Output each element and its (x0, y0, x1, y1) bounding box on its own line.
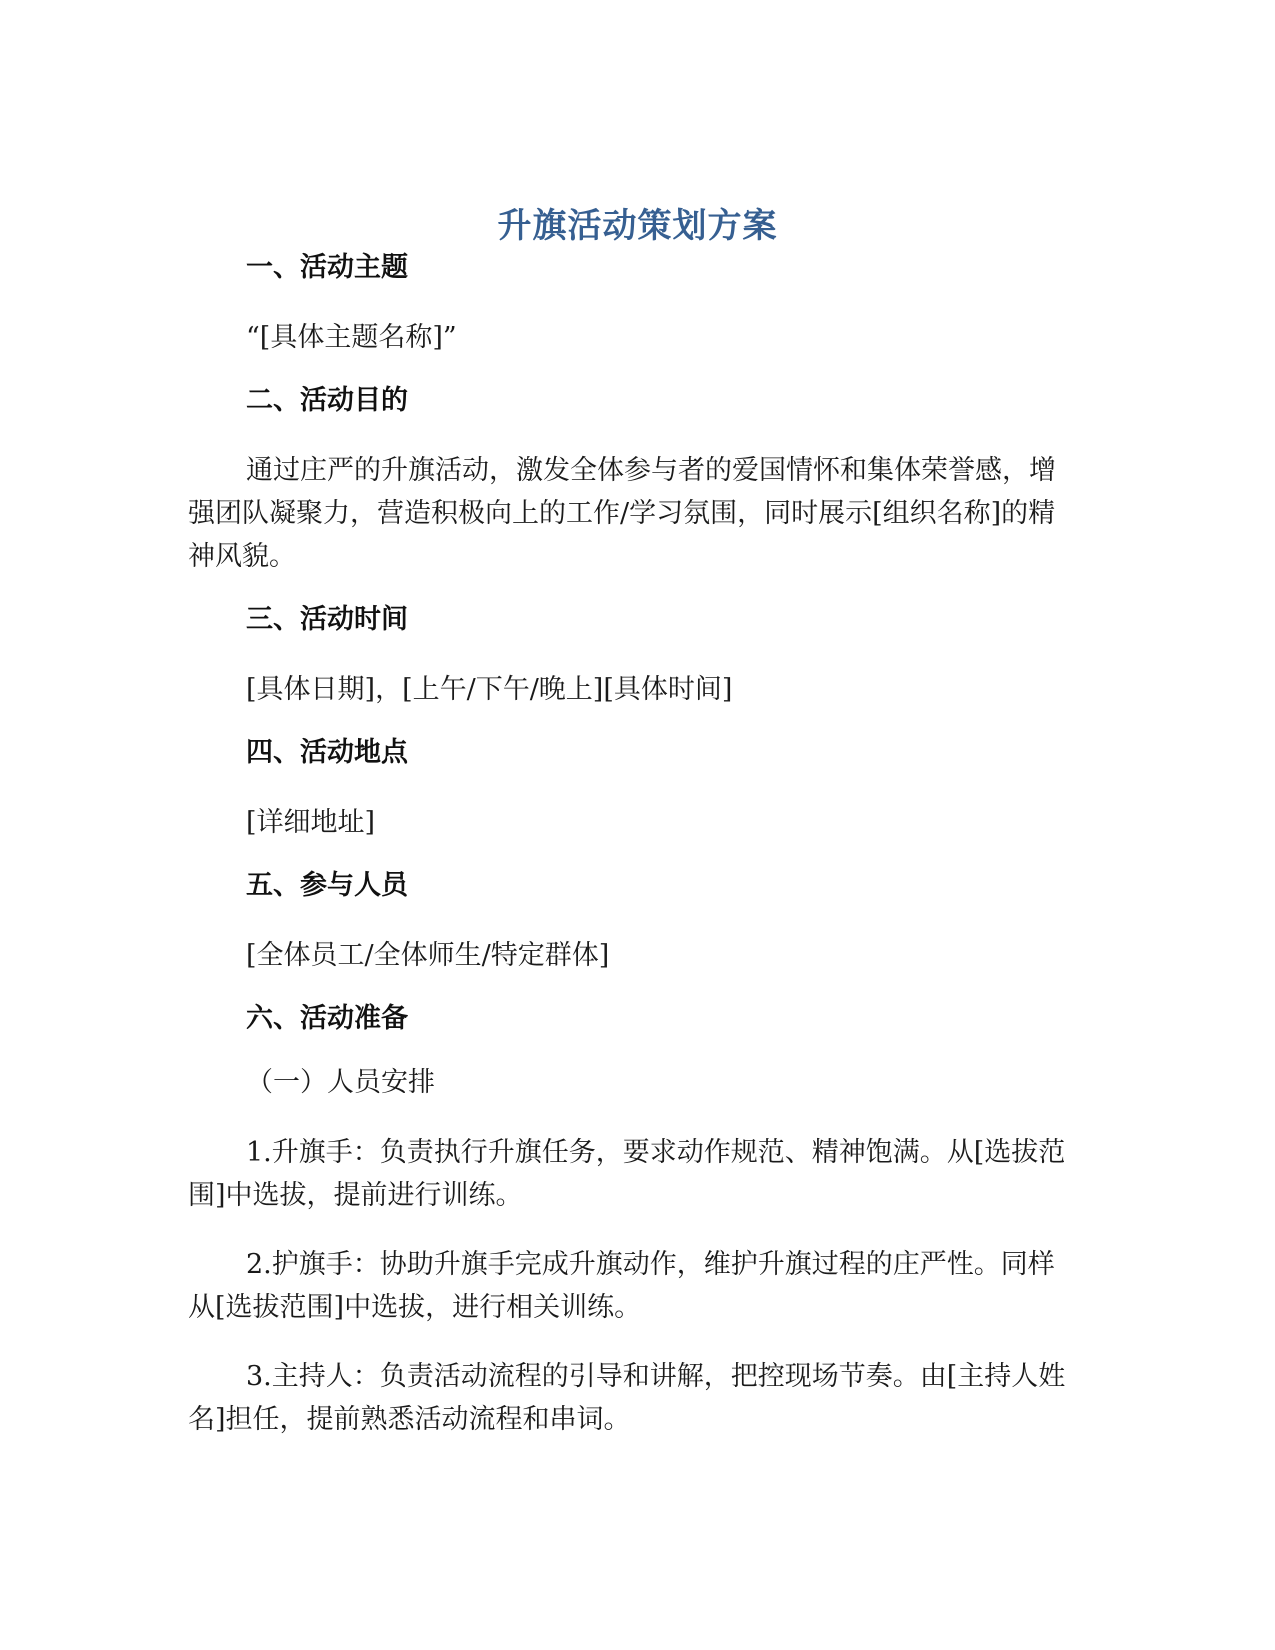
purpose-text: 通过庄严的升旗活动，激发全体参与者的爱国情怀和集体荣誉感，增强团队凝聚力，营造积极向上的工作/学习氛围，同时展示[组织名称]的精神风貌。 (188, 455, 1056, 572)
location-text: [详细地址] (246, 807, 376, 838)
document-body (188, 252, 1080, 1467)
theme-text: “[具体主题名称]” (246, 322, 457, 353)
section-heading-preparation: 六、活动准备 (246, 1003, 408, 1034)
document-title: 升旗活动策划方案 (497, 206, 778, 246)
participants-text: [全体员工/全体师生/特定群体] (246, 940, 610, 971)
section-heading-theme: 一、活动主题 (246, 252, 408, 283)
list-item: 2.护旗手：协助升旗手完成升旗动作，维护升旗过程的庄严性。同样从[选拔范围]中选拔，进行相关训练。 (188, 1249, 1055, 1323)
section-heading-participants: 五、参与人员 (246, 870, 408, 901)
time-text: [具体日期]，[上午/下午/晚上][具体时间] (246, 674, 733, 705)
section-heading-purpose: 二、活动目的 (246, 385, 408, 416)
list-item: 1.升旗手：负责执行升旗任务，要求动作规范、精神饱满。从[选拔范围]中选拔，提前进行训练。 (188, 1137, 1066, 1211)
sub-heading-staffing: （一）人员安排 (246, 1067, 435, 1098)
section-heading-location: 四、活动地点 (246, 737, 408, 768)
list-item: 3.主持人：负责活动流程的引导和讲解，把控现场节奏。由[主持人姓名]担任，提前熟悉活动流程和串词。 (188, 1361, 1066, 1435)
section-heading-time: 三、活动时间 (246, 604, 408, 635)
